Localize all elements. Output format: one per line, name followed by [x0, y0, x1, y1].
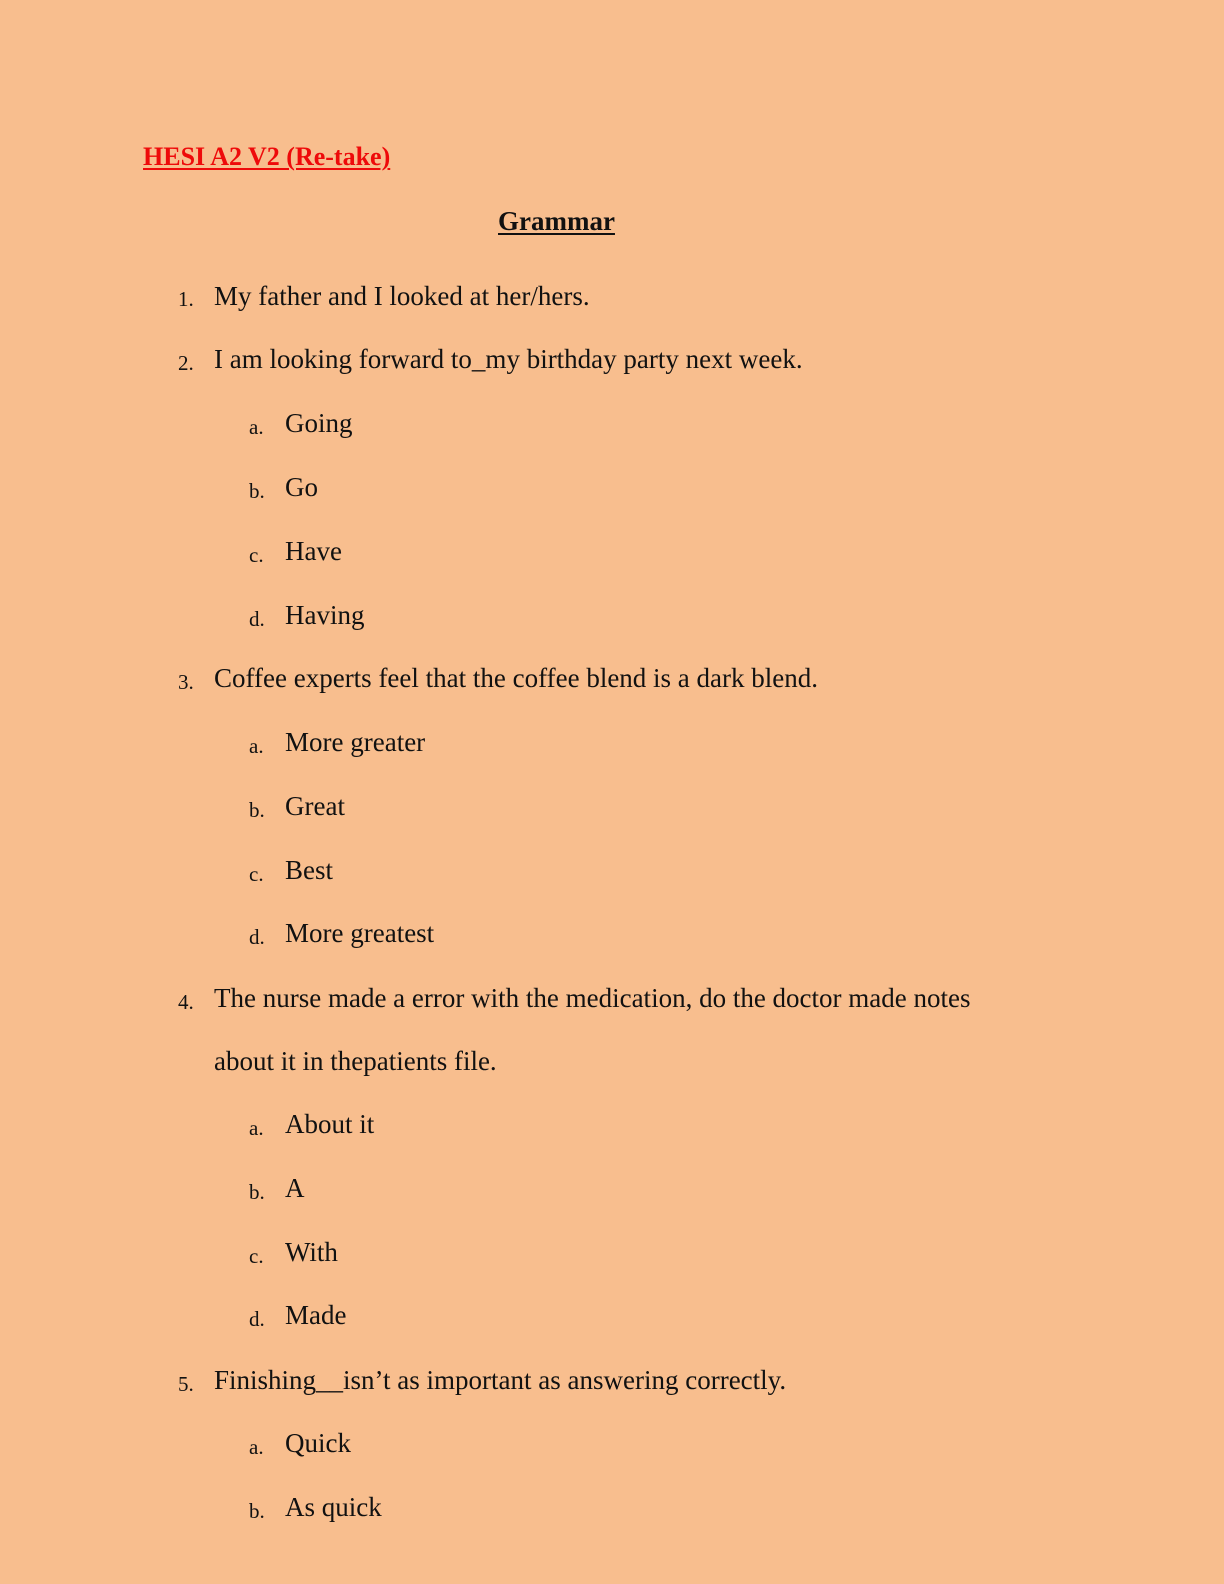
question-5-text: Finishing__isn’t as important as answering correctly.: [214, 1365, 787, 1395]
question-4-option-a: About it: [285, 1109, 375, 1139]
question-4-option-d-letter: d.: [249, 1307, 265, 1331]
question-3-option-b-letter: b.: [249, 798, 265, 822]
question-5-number: 5.: [178, 1372, 194, 1396]
question-2-option-b-letter: b.: [249, 479, 265, 503]
question-3-option-b: Great: [285, 791, 345, 821]
question-3-option-a: More greater: [285, 727, 426, 757]
question-4-text-line-2: about it in thepatients file.: [214, 1046, 497, 1076]
question-3-option-a-letter: a.: [249, 734, 264, 758]
question-2-option-d-letter: d.: [249, 607, 265, 631]
question-3-option-d: More greatest: [285, 918, 435, 948]
question-4-option-b: A: [285, 1173, 305, 1203]
question-2-number: 2.: [178, 351, 194, 375]
question-5-option-b: As quick: [285, 1492, 382, 1522]
question-2-text: I am looking forward to_my birthday party next week.: [214, 344, 803, 374]
question-5-option-a: Quick: [285, 1428, 351, 1458]
question-2-option-b: Go: [285, 472, 318, 502]
question-2-option-c-letter: c.: [249, 543, 264, 567]
question-4-option-c: With: [285, 1237, 338, 1267]
question-2-option-a: Going: [285, 408, 353, 438]
question-4-text-line-1: The nurse made a error with the medication, do the doctor made notes: [214, 983, 971, 1013]
question-3-number: 3.: [178, 670, 194, 694]
question-2-option-c: Have: [285, 536, 342, 566]
question-4-option-a-letter: a.: [249, 1116, 264, 1140]
question-4-option-c-letter: c.: [249, 1244, 264, 1268]
question-3-option-c: Best: [285, 855, 334, 885]
question-5-option-b-letter: b.: [249, 1499, 265, 1523]
section-heading-grammar: Grammar: [498, 206, 615, 236]
question-4-number: 4.: [178, 990, 194, 1014]
question-1-text: My father and I looked at her/hers.: [214, 281, 590, 311]
question-2-option-d: Having: [285, 600, 365, 630]
question-5-option-a-letter: a.: [249, 1435, 264, 1459]
document-title: HESI A2 V2 (Re-take): [143, 142, 391, 171]
question-3-option-c-letter: c.: [249, 862, 264, 886]
question-3-option-d-letter: d.: [249, 925, 265, 949]
question-3-text: Coffee experts feel that the coffee blend is a dark blend.: [214, 663, 819, 693]
question-4-option-d: Made: [285, 1300, 347, 1330]
question-4-option-b-letter: b.: [249, 1180, 265, 1204]
question-1-number: 1.: [178, 287, 194, 311]
question-2-option-a-letter: a.: [249, 415, 264, 439]
